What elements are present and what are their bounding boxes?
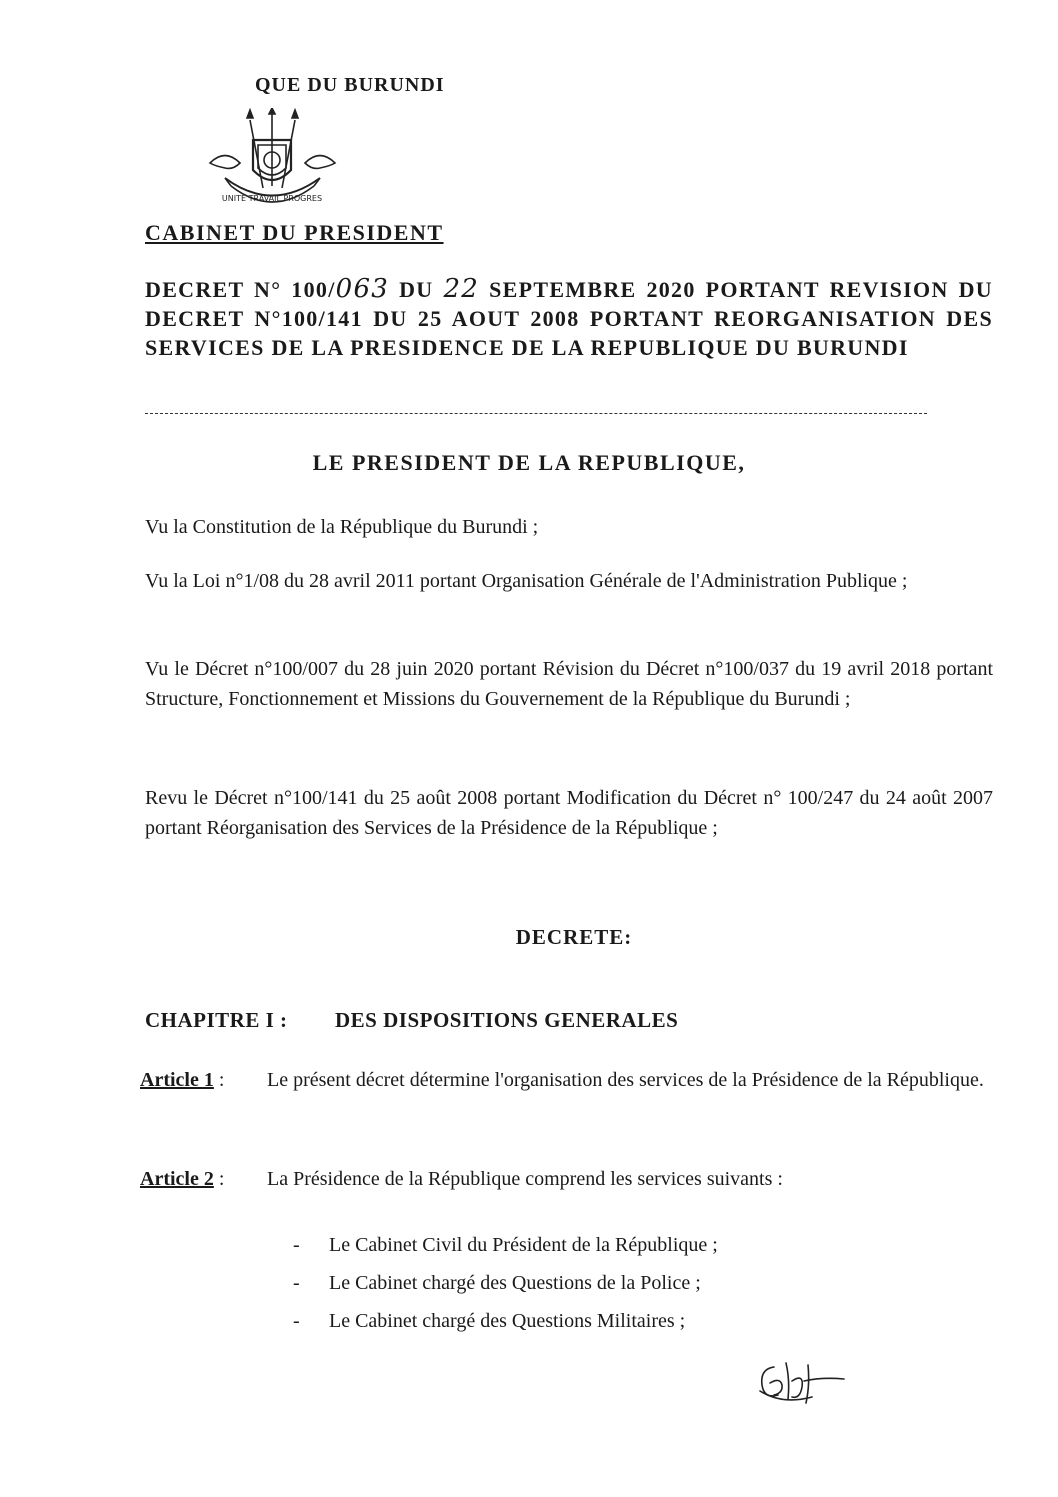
chapter-heading — [145, 1008, 678, 1033]
decree-title-part2: DU — [389, 277, 444, 302]
title-divider — [145, 413, 927, 414]
article-label-separator: : — [213, 1168, 225, 1190]
list-item: - Le Cabinet Civil du Président de la République ; — [293, 1230, 718, 1268]
chapter-title: DES DISPOSITIONS GENERALES — [335, 1008, 679, 1032]
list-item: - Le Cabinet chargé des Questions de la Police ; — [293, 1268, 718, 1306]
coat-of-arms-seal — [205, 108, 340, 218]
decree-number-handwritten: 063 — [335, 274, 390, 304]
article-label-text: Article 1 — [140, 1069, 214, 1091]
decrete-heading: DECRETE: — [515, 925, 633, 949]
article-label — [140, 1164, 265, 1194]
chapter-number: CHAPITRE I : — [145, 1008, 288, 1032]
republic-header: QUE DU BURUNDI — [255, 74, 445, 96]
article-text: La Présidence de la République comprend les services suivants : — [267, 1168, 783, 1190]
article — [140, 1164, 993, 1194]
decree-title-part1: DECRET N° 100/ — [145, 277, 336, 302]
list-item: - Le Cabinet chargé des Questions Militaires ; — [293, 1306, 718, 1344]
seal-motto: UNITE TRAVAIL PROGRES — [221, 194, 323, 203]
preamble-paragraph: Vu la Loi n°1/08 du 28 avril 2011 portant Organisation Générale de l'Administration Publique ; — [145, 570, 908, 592]
article-text: Le présent décret détermine l'organisation des services de la Présidence de la République. — [267, 1069, 984, 1091]
handwritten-initials-signature — [752, 1355, 847, 1410]
services-list — [293, 1230, 718, 1344]
article-label-text: Article 2 — [140, 1168, 214, 1190]
article-label — [140, 1065, 265, 1095]
decree-title-part3: SEPTEMBRE 2020 PORTANT REVISION DU DECRET N°100/141 DU 25 AOUT 2008 PORTANT REORGANISATION DES SERVICES DE LA PRESIDENCE DE LA REPUBLIQUE DU BURUNDI — [145, 277, 993, 360]
preamble-paragraph: Vu le Décret n°100/007 du 28 juin 2020 portant Révision du Décret n°100/037 du 19 avril 2018 portant Structure, Fonctionnement et Missions du Gouvernement de la République du Burundi ; — [145, 658, 993, 710]
cabinet-header: CABINET DU PRESIDENT — [145, 220, 444, 245]
preamble-paragraph: Vu la Constitution de la République du Burundi ; — [145, 516, 539, 538]
preamble-paragraph: Revu le Décret n°100/141 du 25 août 2008 portant Modification du Décret n° 100/247 du 24 août 2007 portant Réorganisation des Services de la Présidence de la République ; — [145, 787, 993, 839]
president-heading: LE PRESIDENT DE LA REPUBLIQUE, — [312, 450, 746, 475]
article — [140, 1065, 993, 1095]
decree-day-handwritten: 22 — [443, 274, 480, 304]
decree-title — [145, 275, 993, 362]
article-label-separator: : — [213, 1069, 225, 1091]
